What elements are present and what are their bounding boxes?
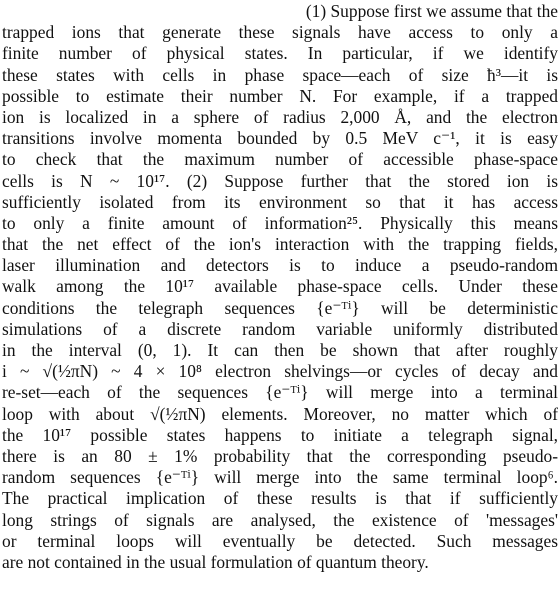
text-line-11: to only a finite amount of information²⁵. Physically this means: [2, 212, 558, 233]
text-line-2: trapped ions that generate these signals have access to only a: [2, 22, 558, 43]
text-line-26: or terminal loops will eventually be detected. Such messages: [2, 530, 558, 551]
text-line-13: laser illumination and detectors is to induce a pseudo-random: [2, 255, 558, 276]
text-line-23: random sequences {e⁻ᵀⁱ} will merge into the same terminal loop⁶.: [2, 467, 558, 488]
text-line-24: The practical implication of these results is that if sufficiently: [2, 488, 558, 509]
text-line-16: simulations of a discrete random variable uniformly distributed: [2, 318, 558, 339]
text-line-18: i ~ √(½πN) ~ 4 × 10⁸ electron shelvings—or cycles of decay and: [2, 361, 558, 382]
text-line-15: conditions the telegraph sequences {e⁻ᵀⁱ} will be deterministic: [2, 297, 558, 318]
text-line-25: long strings of signals are analysed, the existence of 'messages': [2, 509, 558, 530]
text-line-10: sufficiently isolated from its environment so that it has access: [2, 191, 558, 212]
text-line-20: loop with about √(½πN) elements. Moreover, no matter which of: [2, 403, 558, 424]
text-line-19: re-set—each of the sequences {e⁻ᵀⁱ} will merge into a terminal: [2, 382, 558, 403]
text-line-4: these states with cells in phase space—each of size ħ³—it is: [2, 64, 558, 85]
text-line-12: that the net effect of the ion's interaction with the trapping fields,: [2, 234, 558, 255]
text-line-3: finite number of physical states. In particular, if we identify: [2, 43, 558, 64]
text-line-6: ion is localized in a sphere of radius 2,000 Å, and the electron: [2, 106, 558, 127]
text-line-14: walk among the 10¹⁷ available phase-space cells. Under these: [2, 276, 558, 297]
body-paragraph: [2, 1, 558, 573]
text-line-8: to check that the maximum number of accessible phase-space: [2, 149, 558, 170]
text-line-7: transitions involve momenta bounded by 0.5 MeV c⁻¹, it is easy: [2, 128, 558, 149]
text-line-22: there is an 80 ± 1% probability that the corresponding pseudo-: [2, 445, 558, 466]
text-line-27: are not contained in the usual formulation of quantum theory.: [2, 551, 429, 572]
text-line-5: possible to estimate their number N. For example, if a trapped: [2, 85, 558, 106]
text-line-17: in the interval (0, 1). It can then be shown that after roughly: [2, 340, 558, 360]
text-line-9: cells is N ~ 10¹⁷. (2) Suppose further that the stored ion is: [2, 170, 558, 191]
text-line-1: (1) Suppose first we assume that the: [305, 1, 558, 21]
text-line-21: the 10¹⁷ possible states happens to initiate a telegraph signal,: [2, 424, 558, 445]
